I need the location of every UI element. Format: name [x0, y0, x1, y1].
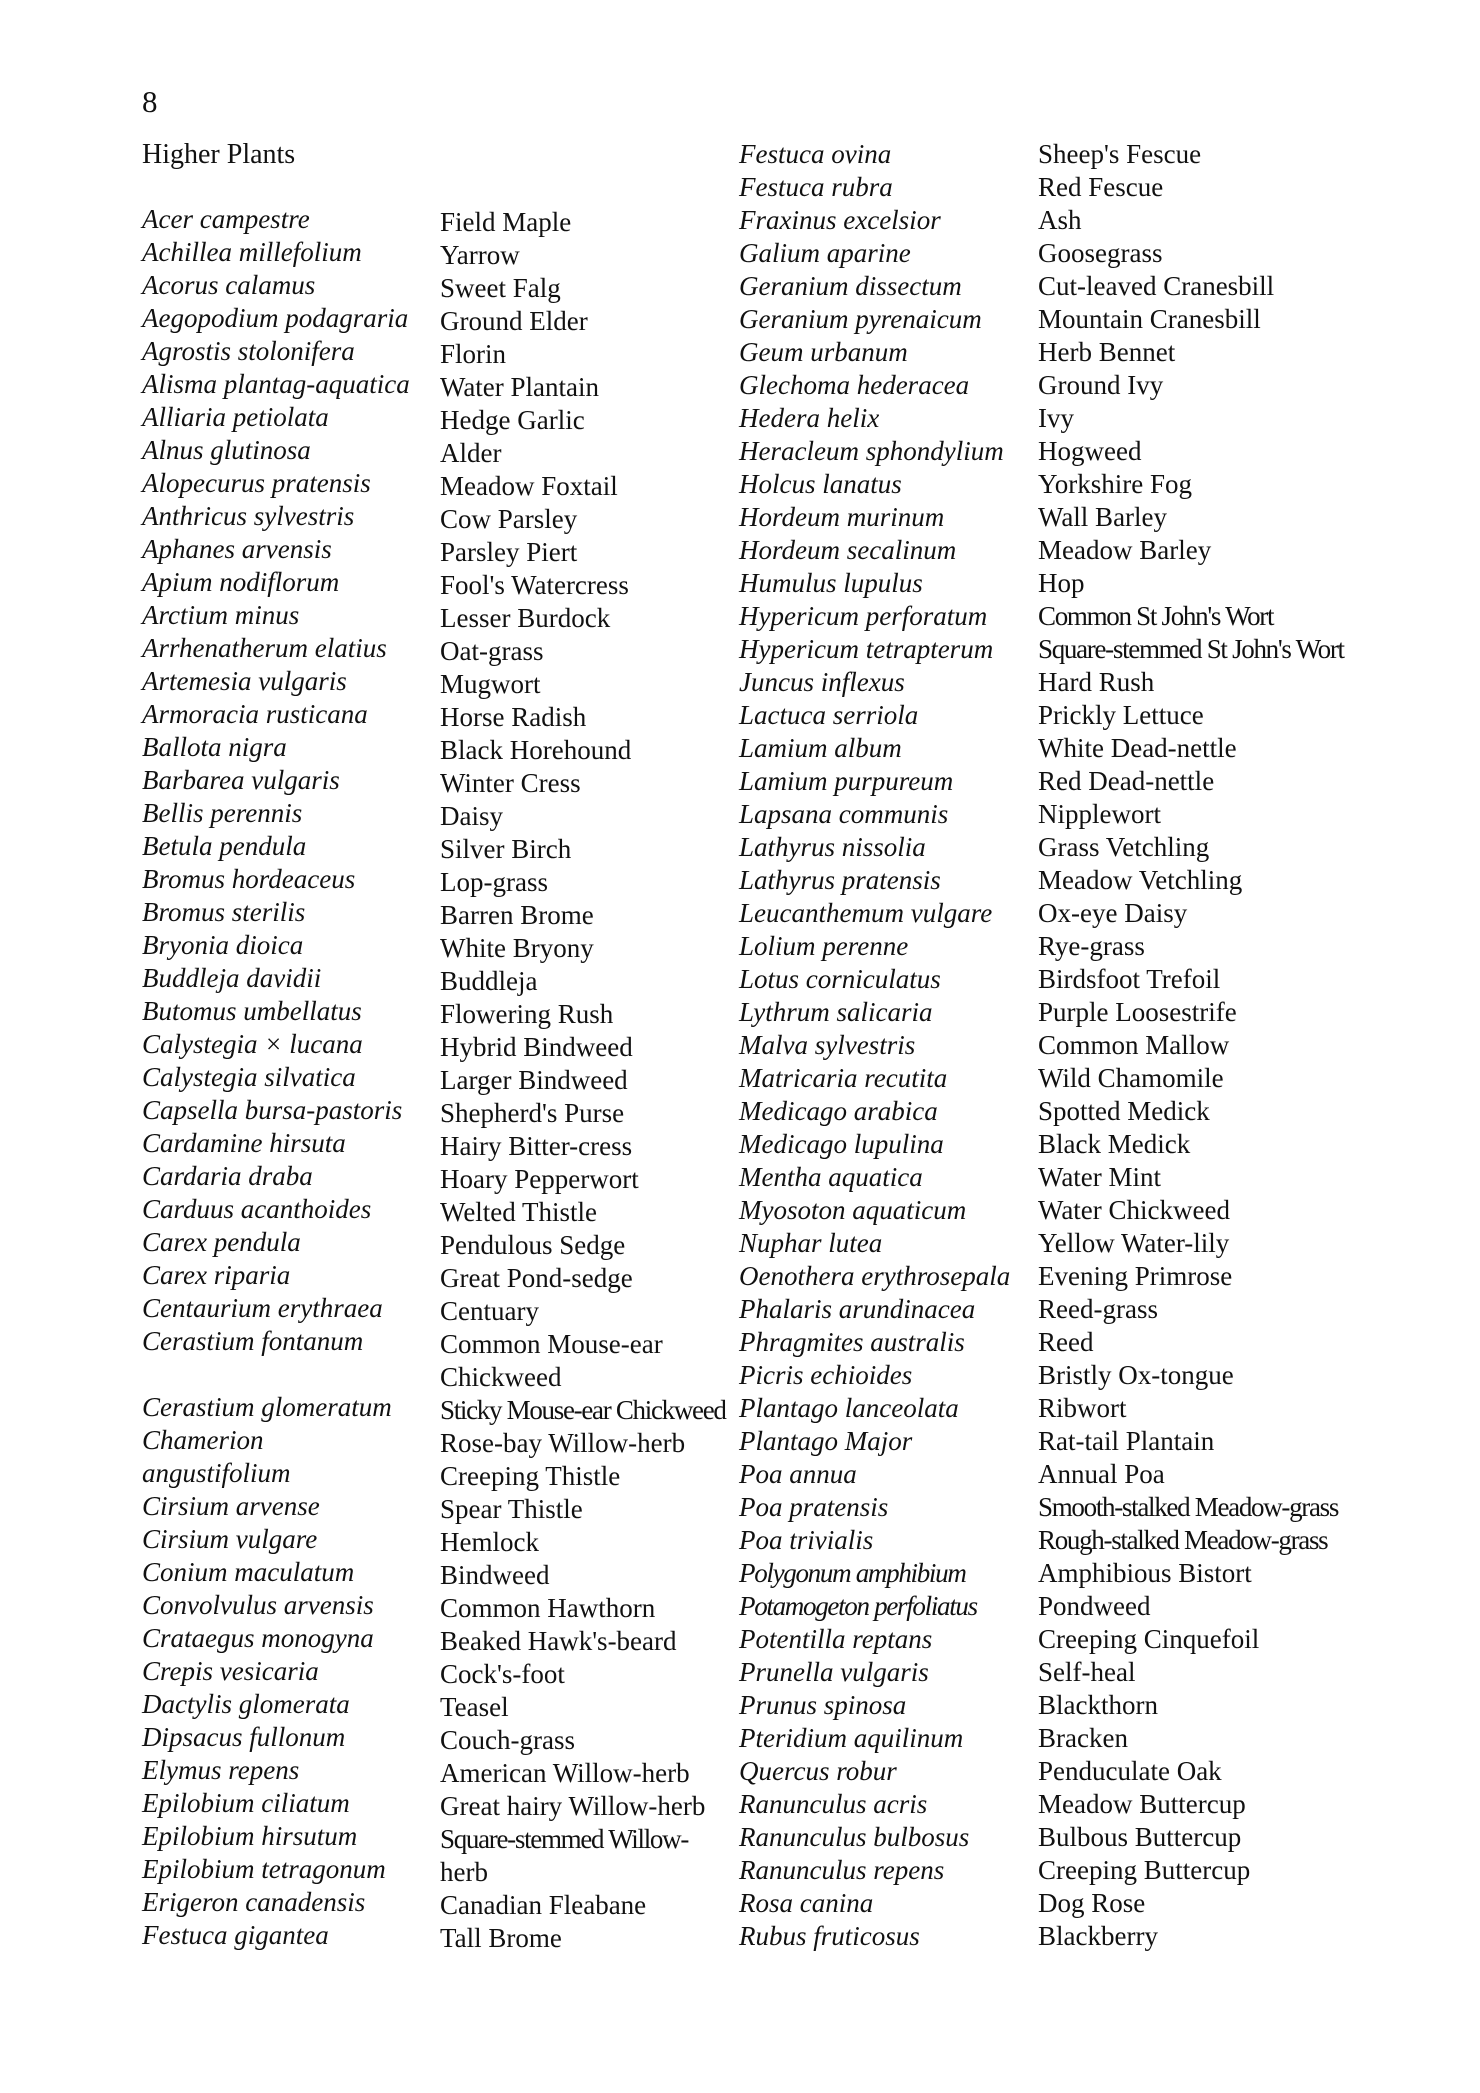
common-name: Dog Rose	[1038, 1888, 1146, 1918]
latin-name: Hordeum secalinum	[739, 535, 957, 565]
latin-name: Convolvulus arvensis	[142, 1590, 374, 1620]
latin-name: Nuphar lutea	[739, 1228, 883, 1258]
common-name: Ash	[1038, 205, 1082, 235]
latin-name: Calystegia × lucana	[142, 1029, 363, 1059]
common-name: Wall Barley	[1038, 502, 1168, 532]
common-name: Shepherd's Purse	[440, 1098, 625, 1128]
common-name: Wild Chamomile	[1038, 1063, 1224, 1093]
common-name: Creeping Thistle	[440, 1461, 621, 1491]
common-name: Hairy Bitter-cress	[440, 1131, 633, 1161]
common-name: Chickweed	[440, 1362, 562, 1392]
latin-name: Centaurium erythraea	[142, 1293, 383, 1323]
common-name: American Willow-herb	[440, 1758, 690, 1788]
latin-name: Crataegus monogyna	[142, 1623, 374, 1653]
latin-name: Plantago lanceolata	[739, 1393, 959, 1423]
latin-name: Potentilla reptans	[739, 1624, 933, 1654]
common-name: Ox-eye Daisy	[1038, 898, 1188, 928]
latin-name: Prunella vulgaris	[739, 1657, 929, 1687]
common-name: Hedge Garlic	[440, 405, 585, 435]
common-name: Cow Parsley	[440, 504, 578, 534]
latin-name: Conium maculatum	[142, 1557, 355, 1587]
latin-name: Lotus corniculatus	[739, 964, 941, 994]
common-name: Hybrid Bindweed	[440, 1032, 633, 1062]
latin-name: Ballota nigra	[142, 732, 287, 762]
latin-name: Alisma plantag-aquatica	[142, 369, 410, 399]
latin-name: Achillea millefolium	[142, 237, 362, 267]
common-name: Nipplewort	[1038, 799, 1161, 829]
common-name: Bulbous Buttercup	[1038, 1822, 1242, 1852]
common-name: Common St John's Wort	[1038, 601, 1274, 631]
latin-name: Matricaria recutita	[739, 1063, 948, 1093]
latin-name: Acorus calamus	[142, 270, 316, 300]
latin-name: Cerastium fontanum	[142, 1326, 364, 1356]
latin-name: Galium aparine	[739, 238, 911, 268]
latin-name: Carex riparia	[142, 1260, 291, 1290]
common-name: Hop	[1038, 568, 1085, 598]
latin-name: Capsella bursa-pastoris	[142, 1095, 403, 1125]
latin-name: Geranium pyrenaicum	[739, 304, 982, 334]
latin-name: Phragmites australis	[739, 1327, 965, 1357]
common-name: Cock's-foot	[440, 1659, 565, 1689]
common-name: Parsley Piert	[440, 537, 578, 567]
common-name: Evening Primrose	[1038, 1261, 1233, 1291]
common-name: Beaked Hawk's-beard	[440, 1626, 677, 1656]
latin-name: Poa pratensis	[739, 1492, 889, 1522]
latin-name	[142, 1358, 432, 1391]
common-name: Spear Thistle	[440, 1494, 583, 1524]
latin-name: Erigeron canadensis	[142, 1887, 366, 1917]
latin-name: Festuca rubra	[739, 172, 893, 202]
common-name: Goosegrass	[1038, 238, 1163, 268]
latin-name: Poa trivialis	[739, 1525, 874, 1555]
latin-name: Apium nodiflorum	[142, 567, 340, 597]
latin-name: Agrostis stolonifera	[142, 336, 355, 366]
latin-name: Holcus lanatus	[739, 469, 902, 499]
common-name: White Bryony	[440, 933, 594, 963]
latin-name: Butomus umbellatus	[142, 996, 362, 1026]
latin-name: Juncus inflexus	[739, 667, 905, 697]
latin-name: Chamerion	[142, 1425, 264, 1455]
common-name: Square-stemmed Willow-	[440, 1824, 689, 1854]
latin-name: Malva sylvestris	[739, 1030, 916, 1060]
latin-name: Mentha aquatica	[739, 1162, 923, 1192]
common-name: Red Fescue	[1038, 172, 1164, 202]
common-name: Lesser Burdock	[440, 603, 611, 633]
latin-name: Acer campestre	[142, 204, 310, 234]
common-name: Birdsfoot Trefoil	[1038, 964, 1221, 994]
common-name: Sweet Falg	[440, 273, 561, 303]
latin-name: Ranunculus repens	[739, 1855, 945, 1885]
latin-name: Hordeum murinum	[739, 502, 945, 532]
common-names-column-right	[1038, 138, 1438, 1953]
latin-name: Hypericum tetrapterum	[739, 634, 994, 664]
common-name: Barren Brome	[440, 900, 594, 930]
common-name: Great hairy Willow-herb	[440, 1791, 706, 1821]
common-name: Mountain Cranesbill	[1038, 304, 1261, 334]
common-name: Herb Bennet	[1038, 337, 1176, 367]
common-name: Common Hawthorn	[440, 1593, 656, 1623]
latin-name: Lathyrus nissolia	[739, 832, 926, 862]
common-name: Bracken	[1038, 1723, 1128, 1753]
common-name: Meadow Foxtail	[440, 471, 618, 501]
common-name: Blackberry	[1038, 1921, 1158, 1951]
common-name: Ground Ivy	[1038, 370, 1164, 400]
common-name: Creeping Buttercup	[1038, 1855, 1251, 1885]
latin-name: Crepis vesicaria	[142, 1656, 319, 1686]
latin-name: Poa annua	[739, 1459, 857, 1489]
latin-name: Potamogeton perfoliatus	[739, 1591, 977, 1621]
common-name: Field Maple	[440, 207, 572, 237]
latin-name: Plantago Major	[739, 1426, 913, 1456]
latin-name: Lathyrus pratensis	[739, 865, 941, 895]
common-name: Amphibious Bistort	[1038, 1558, 1252, 1588]
common-name: Hemlock	[440, 1527, 539, 1557]
latin-name: Rubus fruticosus	[739, 1921, 920, 1951]
common-name: Canadian Fleabane	[440, 1890, 647, 1920]
common-name: Meadow Buttercup	[1038, 1789, 1246, 1819]
latin-name: Aphanes arvensis	[142, 534, 332, 564]
latin-name: Lythrum salicaria	[739, 997, 933, 1027]
common-name: Horse Radish	[440, 702, 587, 732]
common-name: Self-heal	[1038, 1657, 1136, 1687]
common-name: Rye-grass	[1038, 931, 1145, 961]
common-name: Pondweed	[1038, 1591, 1151, 1621]
latin-name: Lamium album	[739, 733, 902, 763]
section-title: Higher Plants	[142, 139, 296, 170]
common-name: Pendulous Sedge	[440, 1230, 626, 1260]
common-name: Ribwort	[1038, 1393, 1127, 1423]
common-name: Grass Vetchling	[1038, 832, 1210, 862]
latin-name: Quercus robur	[739, 1756, 897, 1786]
latin-name: Lapsana communis	[739, 799, 949, 829]
common-name: Bristly Ox-tongue	[1038, 1360, 1234, 1390]
latin-name: Epilobium tetragonum	[142, 1854, 386, 1884]
common-name: Smooth-stalked Meadow-grass	[1038, 1492, 1339, 1522]
latin-name: Myosoton aquaticum	[739, 1195, 967, 1225]
common-name: Yarrow	[440, 240, 520, 270]
common-name: Annual Poa	[1038, 1459, 1165, 1489]
latin-name: Arctium minus	[142, 600, 300, 630]
common-names-column-left	[440, 206, 735, 1955]
latin-name: Aegopodium podagraria	[142, 303, 409, 333]
latin-name: Rosa canina	[739, 1888, 874, 1918]
latin-name: Geum urbanum	[739, 337, 908, 367]
common-name: Water Chickweed	[1038, 1195, 1230, 1225]
common-name: Common Mallow	[1038, 1030, 1230, 1060]
latin-name: Lolium perenne	[739, 931, 909, 961]
latin-name: Phalaris arundinacea	[739, 1294, 976, 1324]
latin-name: Alliaria petiolata	[142, 402, 329, 432]
page-number: 8	[142, 84, 158, 119]
latin-name: Ranunculus acris	[739, 1789, 928, 1819]
common-name: Reed	[1038, 1327, 1094, 1357]
common-name: Penduculate Oak	[1038, 1756, 1222, 1786]
latin-name: Carex pendula	[142, 1227, 301, 1257]
common-name: Mugwort	[440, 669, 541, 699]
common-name: White Dead-nettle	[1038, 733, 1237, 763]
common-name: Tall Brome	[440, 1923, 562, 1953]
latin-name: Elymus repens	[142, 1755, 300, 1785]
latin-name: Cerastium glomeratum	[142, 1392, 392, 1422]
common-name: Spotted Medick	[1038, 1096, 1210, 1126]
latin-name: Buddleja davidii	[142, 963, 322, 993]
common-name: Yellow Water-lily	[1038, 1228, 1230, 1258]
latin-name: Geranium dissectum	[739, 271, 962, 301]
common-name: Hogweed	[1038, 436, 1142, 466]
latin-name: Dipsacus fullonum	[142, 1722, 346, 1752]
common-name: Rough-stalked Meadow-grass	[1038, 1525, 1328, 1555]
latin-name: Alopecurus pratensis	[142, 468, 371, 498]
common-name: Reed-grass	[1038, 1294, 1158, 1324]
latin-name: Fraxinus excelsior	[739, 205, 941, 235]
latin-name: Epilobium hirsutum	[142, 1821, 358, 1851]
common-name: Teasel	[440, 1692, 509, 1722]
latin-name: Armoracia rusticana	[142, 699, 368, 729]
latin-name: Lamium purpureum	[739, 766, 954, 796]
common-name: Buddleja	[440, 966, 538, 996]
latin-name: Humulus lupulus	[739, 568, 923, 598]
latin-name: Hypericum perforatum	[739, 601, 988, 631]
latin-name: Pteridium aquilinum	[739, 1723, 964, 1753]
common-name: Blackthorn	[1038, 1690, 1158, 1720]
common-name: Water Mint	[1038, 1162, 1162, 1192]
common-name: Larger Bindweed	[440, 1065, 628, 1095]
common-name: Ground Elder	[440, 306, 588, 336]
latin-names-column-left	[142, 203, 432, 1952]
common-name: Square-stemmed St John's Wort	[1038, 634, 1344, 664]
latin-name: Bromus sterilis	[142, 897, 306, 927]
latin-name: Barbarea vulgaris	[142, 765, 340, 795]
latin-name: Artemesia vulgaris	[142, 666, 347, 696]
common-name: Lop-grass	[440, 867, 548, 897]
latin-name: Festuca gigantea	[142, 1920, 329, 1950]
common-name: Silver Birch	[440, 834, 572, 864]
common-name: Black Medick	[1038, 1129, 1191, 1159]
common-name: Bindweed	[440, 1560, 550, 1590]
latin-name: Bellis perennis	[142, 798, 303, 828]
latin-name: Cardamine hirsuta	[142, 1128, 346, 1158]
common-name: Purple Loosestrife	[1038, 997, 1237, 1027]
common-name: Rose-bay Willow-herb	[440, 1428, 686, 1458]
common-name: Hoary Pepperwort	[440, 1164, 639, 1194]
common-name: Winter Cress	[440, 768, 581, 798]
latin-name: Cirsium arvense	[142, 1491, 320, 1521]
common-name: Welted Thistle	[440, 1197, 598, 1227]
common-name: herb	[440, 1857, 488, 1887]
latin-name: Heracleum sphondylium	[739, 436, 1004, 466]
common-name: Daisy	[440, 801, 503, 831]
common-name: Creeping Cinquefoil	[1038, 1624, 1260, 1654]
latin-name: Polygonum amphibium	[739, 1558, 966, 1588]
latin-names-column-right	[739, 138, 1029, 1953]
latin-name: Leucanthemum vulgare	[739, 898, 993, 928]
common-name: Meadow Vetchling	[1038, 865, 1243, 895]
latin-name: Cirsium vulgare	[142, 1524, 318, 1554]
common-name: Common Mouse-ear	[440, 1329, 663, 1359]
common-name: Yorkshire Fog	[1038, 469, 1193, 499]
common-name: Red Dead-nettle	[1038, 766, 1215, 796]
latin-name: Lactuca serriola	[739, 700, 919, 730]
latin-name: Ranunculus bulbosus	[739, 1822, 970, 1852]
latin-name: Picris echioides	[739, 1360, 913, 1390]
common-name: Ivy	[1038, 403, 1074, 433]
common-name: Black Horehound	[440, 735, 632, 765]
common-name: Cut-leaved Cranesbill	[1038, 271, 1275, 301]
common-name: Water Plantain	[440, 372, 600, 402]
common-name: Sheep's Fescue	[1038, 139, 1202, 169]
latin-name: Alnus glutinosa	[142, 435, 311, 465]
latin-name: Betula pendula	[142, 831, 307, 861]
common-name: Alder	[440, 438, 502, 468]
latin-name: Bryonia dioica	[142, 930, 304, 960]
latin-name: Carduus acanthoides	[142, 1194, 372, 1224]
latin-name: Medicago lupulina	[739, 1129, 944, 1159]
latin-name: Bromus hordeaceus	[142, 864, 356, 894]
latin-name: Oenothera erythrosepala	[739, 1261, 1011, 1291]
latin-name: Arrhenatherum elatius	[142, 633, 387, 663]
common-name: Sticky Mouse-ear Chickweed	[440, 1395, 726, 1425]
latin-name: Hedera helix	[739, 403, 880, 433]
latin-name: Festuca ovina	[739, 139, 892, 169]
common-name: Great Pond-sedge	[440, 1263, 633, 1293]
common-name: Fool's Watercress	[440, 570, 629, 600]
latin-name: Cardaria draba	[142, 1161, 313, 1191]
latin-name: Dactylis glomerata	[142, 1689, 350, 1719]
latin-name: Calystegia silvatica	[142, 1062, 356, 1092]
common-name: Flowering Rush	[440, 999, 614, 1029]
latin-name: Anthricus sylvestris	[142, 501, 355, 531]
latin-name: Medicago arabica	[739, 1096, 938, 1126]
common-name: Couch-grass	[440, 1725, 575, 1755]
common-name: Florin	[440, 339, 507, 369]
common-name: Oat-grass	[440, 636, 544, 666]
latin-name: Glechoma hederacea	[739, 370, 970, 400]
common-name: Hard Rush	[1038, 667, 1155, 697]
latin-name: angustifolium	[142, 1458, 291, 1488]
common-name: Prickly Lettuce	[1038, 700, 1204, 730]
latin-name: Epilobium ciliatum	[142, 1788, 350, 1818]
common-name: Rat-tail Plantain	[1038, 1426, 1215, 1456]
latin-name: Prunus spinosa	[739, 1690, 907, 1720]
common-name: Centuary	[440, 1296, 539, 1326]
common-name: Meadow Barley	[1038, 535, 1212, 565]
